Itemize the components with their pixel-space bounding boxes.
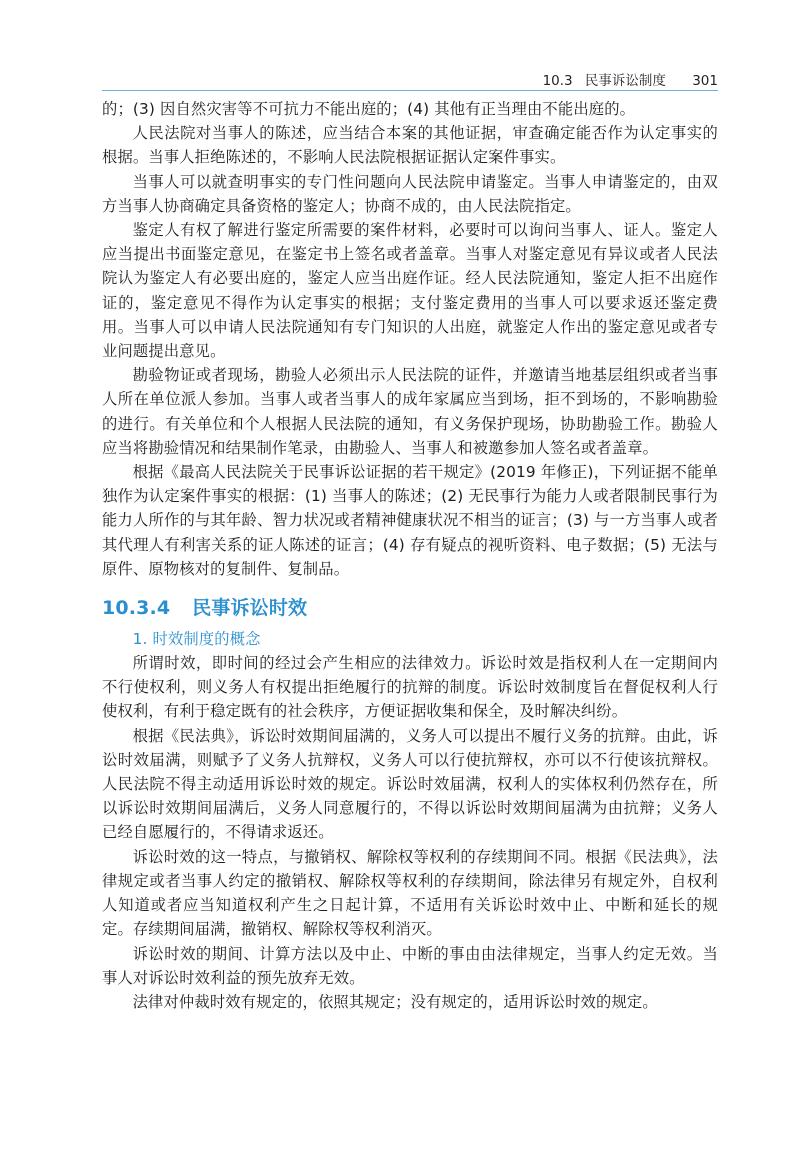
header-text (543, 69, 718, 89)
paragraph: 诉讼时效的期间、计算方法以及中止、中断的事由由法律规定，当事人约定无效。当事人对诉讼时效利益的预先放弃无效。 (102, 944, 718, 987)
paragraph: 根据《民法典》，诉讼时效期间届满的，义务人可以提出不履行义务的抗辩。由此，诉讼时效届满，则赋予了义务人抗辩权，义务人可以行使抗辩权，亦可以不行使该抗辩权。人民法院不得主动适用诉讼时效的规定。诉讼时效届满，权利人的实体权利仍然存在，所以诉讼时效期间届满后，义务人同意履行的，不得以诉讼时效期间届满为由抗辩；义务人已经自愿履行的，不得请求返还。 (102, 726, 718, 842)
subsection-heading: 1. 时效制度的概念 (132, 630, 261, 649)
paragraph: 鉴定人有权了解进行鉴定所需要的案件材料，必要时可以询问当事人、证人。鉴定人应当提出书面鉴定意见，在鉴定书上签名或者盖章。当事人对鉴定意见有异议或者人民法院认为鉴定人有必要出庭的，鉴定人应当出庭作证。经人民法院通知，鉴定人拒不出庭作证的，鉴定意见不得作为认定事实的根据；支付鉴定费用的当事人可以要求返还鉴定费用。当事人可以申请人民法院通知有专门知识的人出庭，就鉴定人作出的鉴定意见或者专业问题提出意见。 (102, 221, 718, 361)
paragraph: 所谓时效，即时间的经过会产生相应的法律效力。诉讼时效是指权利人在一定期间内不行使权利，则义务人有权提出拒绝履行的抗辩的制度。诉讼时效制度旨在督促权利人行使权利，有利于稳定既有的社会秩序，方便证据收集和保全，及时解决纠纷。 (102, 654, 718, 721)
section-heading (102, 595, 718, 621)
paragraph: 法律对仲裁时效有规定的，依照其规定；没有规定的，适用诉讼时效的规定。 (132, 992, 658, 1011)
header-chapter-title: 民事诉讼制度 (584, 73, 666, 89)
page-number: 301 (692, 73, 718, 89)
paragraph: 当事人可以就查明事实的专门性问题向人民法院申请鉴定。当事人申请鉴定的，由双方当事人协商确定具备资格的鉴定人；协商不成的，由人民法院指定。 (102, 172, 718, 215)
section-number: 10.3.4 (102, 597, 171, 620)
paragraph-continued: 的；(3) 因自然灾害等不可抗力不能出庭的；(4) 其他有正当理由不能出庭的。 (102, 100, 636, 118)
running-header (102, 66, 718, 91)
section-title: 民事诉讼时效 (192, 597, 308, 620)
page-body (102, 97, 718, 1014)
paragraph: 诉讼时效的这一特点，与撤销权、解除权等权利的存续期间不同。根据《民法典》，法律规定或者当事人约定的撤销权、解除权等权利的存续期间，除法律另有规定外，自权利人知道或者应当知道权利产生之日起计算，不适用有关诉讼时效中止、中断和延长的规定。存续期间届满，撤销权、解除权等权利消灭。 (102, 847, 718, 939)
header-section-number: 10.3 (542, 73, 573, 89)
paragraph: 根据《最高人民法院关于民事诉讼证据的若干规定》(2019 年修正)，下列证据不能单独作为认定案件事实的根据：(1) 当事人的陈述；(2) 无民事行为能力人或者限制民事行为能力人所作的与其年龄、智力状况或者精神健康状况不相当的证言；(3) 与一方当事人或者其代理人有利害关系的证人陈述的证言；(4) 存有疑点的视听资料、电子数据；(5) 无法与原件、原物核对的复制件、复制品。 (102, 463, 718, 578)
paragraph: 人民法院对当事人的陈述，应当结合本案的其他证据，审查确定能否作为认定事实的根据。当事人拒绝陈述的，不影响人民法院根据证据认定案件事实。 (102, 124, 718, 167)
paragraph: 勘验物证或者现场，勘验人必须出示人民法院的证件，并邀请当地基层组织或者当事人所在单位派人参加。当事人或者当事人的成年家属应当到场，拒不到场的，不影响勘验的进行。有关单位和个人根据人民法院的通知，有义务保护现场，协助勘验工作。勘验人应当将勘验情况和结果制作笔录，由勘验人、当事人和被邀参加人签名或者盖章。 (102, 366, 718, 457)
